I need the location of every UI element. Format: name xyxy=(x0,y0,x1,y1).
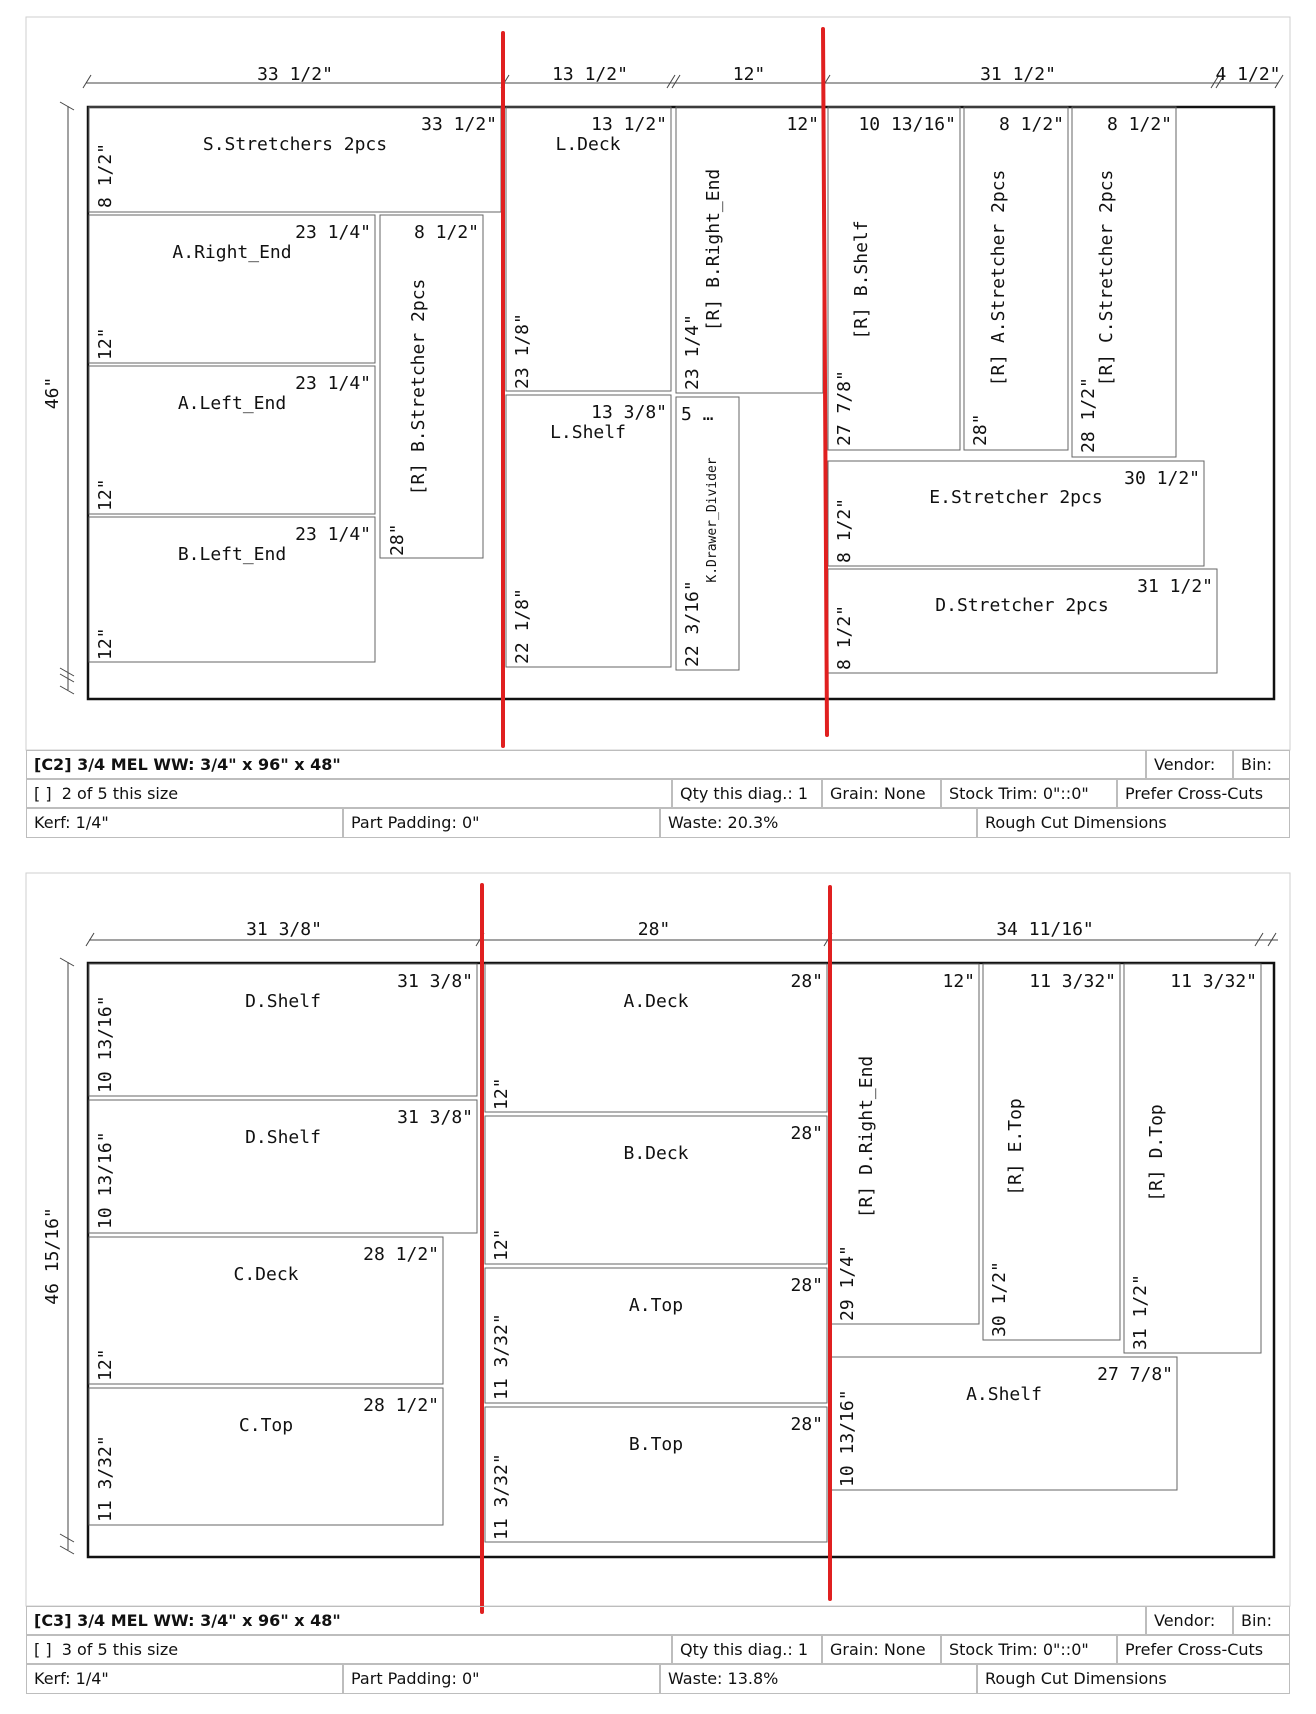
part-label: [R] B.Stretcher 2pcs xyxy=(408,278,429,496)
part-height: 27 7/8" xyxy=(834,370,855,446)
part-height: 12" xyxy=(491,1077,512,1110)
part-width: 28" xyxy=(790,1123,823,1144)
stock-trim-label: Stock Trim: 0"::0" xyxy=(941,1635,1117,1664)
part-height: 23 1/8" xyxy=(512,313,533,389)
part-height: 8 1/2" xyxy=(834,497,855,563)
part-label: L.Shelf xyxy=(550,422,626,443)
part-width: 5 … xyxy=(681,404,714,425)
part-piece xyxy=(485,1268,827,1403)
top-dim-label: 28" xyxy=(637,919,671,940)
qty-label: Qty this diag.: 1 xyxy=(672,779,822,808)
part-label: D.Shelf xyxy=(245,991,321,1012)
part-width: 12" xyxy=(942,971,975,992)
part-height: 23 1/4" xyxy=(682,314,703,390)
part-label: S.Stretchers 2pcs xyxy=(202,134,388,155)
count-text: 2 of 5 this size xyxy=(61,784,179,803)
part-height: 12" xyxy=(95,478,116,511)
part-width: 8 1/2" xyxy=(998,114,1064,135)
stock-trim-label: Stock Trim: 0"::0" xyxy=(941,779,1117,808)
part-piece xyxy=(485,964,827,1112)
sheet-c2 xyxy=(26,17,1290,750)
sheet-title: [C2] 3/4 MEL WW: 3/4" x 96" x 48" xyxy=(26,750,1146,779)
part-label: A.Top xyxy=(628,1295,684,1316)
part-piece xyxy=(485,1116,827,1264)
part-label: A.Shelf xyxy=(966,1384,1042,1405)
part-width: 13 1/2" xyxy=(591,114,667,135)
part-height: 30 1/2" xyxy=(989,1261,1010,1337)
part-height: 22 3/16" xyxy=(682,580,703,667)
part-width: 12" xyxy=(786,114,819,135)
part-label: A.Left_End xyxy=(177,393,287,414)
part-label: [R] A.Stretcher 2pcs xyxy=(988,169,1009,387)
part-width: 11 3/32" xyxy=(1170,971,1257,992)
grain-label: Grain: None xyxy=(822,779,941,808)
part-label: [R] D.Right_End xyxy=(856,1055,877,1219)
sheet-c3 xyxy=(26,873,1290,1612)
part-height: 12" xyxy=(491,1228,512,1261)
part-label: B.Deck xyxy=(623,1143,689,1164)
part-width: 23 1/4" xyxy=(295,524,371,545)
part-height: 29 1/4" xyxy=(837,1245,858,1321)
waste-label: Waste: 13.8% xyxy=(660,1664,977,1694)
part-height: 10 13/16" xyxy=(837,1389,858,1487)
part-width: 11 3/32" xyxy=(1029,971,1116,992)
bin-label: Bin: xyxy=(1233,750,1290,779)
part-width: 8 1/2" xyxy=(413,222,479,243)
part-label: [R] B.Shelf xyxy=(851,220,872,340)
top-dim-label: 13 1/2" xyxy=(552,64,628,85)
red-cut-line xyxy=(823,29,827,735)
part-width: 28 1/2" xyxy=(363,1395,439,1416)
part-piece xyxy=(485,1407,827,1542)
part-width: 33 1/2" xyxy=(421,114,497,135)
part-height: 31 1/2" xyxy=(1130,1274,1151,1350)
part-label: E.Stretcher 2pcs xyxy=(929,487,1103,508)
part-label: [R] E.Top xyxy=(1005,1098,1026,1196)
grain-label: Grain: None xyxy=(822,1635,941,1664)
part-width: 28 1/2" xyxy=(363,1244,439,1265)
part-width: 27 7/8" xyxy=(1097,1364,1173,1385)
part-label: C.Top xyxy=(238,1415,294,1436)
side-dim-label: 46" xyxy=(42,376,63,410)
part-width: 23 1/4" xyxy=(295,222,371,243)
padding-label: Part Padding: 0" xyxy=(343,1664,660,1694)
part-width: 28" xyxy=(790,971,823,992)
waste-label: Waste: 20.3% xyxy=(660,808,977,838)
part-label: [R] B.Right_End xyxy=(703,168,724,332)
part-height: 8 1/2" xyxy=(95,142,116,208)
part-label: B.Left_End xyxy=(177,544,287,565)
part-width: 8 1/2" xyxy=(1106,114,1172,135)
part-label: [R] C.Stretcher 2pcs xyxy=(1096,169,1117,387)
part-height: 11 3/32" xyxy=(491,1313,512,1400)
top-dim-label: 12" xyxy=(732,64,766,85)
part-width: 10 13/16" xyxy=(858,114,956,135)
part-height: 28 1/2" xyxy=(1078,377,1099,453)
vendor-label: Vendor: xyxy=(1146,1606,1233,1635)
part-piece xyxy=(964,107,1068,450)
part-width: 28" xyxy=(790,1414,823,1435)
part-height: 10 13/16" xyxy=(95,995,116,1093)
done-checkbox[interactable]: [ ] xyxy=(34,1640,52,1659)
top-dim-label: 4 1/2" xyxy=(1215,64,1281,85)
part-label: D.Shelf xyxy=(245,1127,321,1148)
top-dim-label: 31 1/2" xyxy=(980,64,1056,85)
sheet-info-table xyxy=(26,1606,1290,1694)
qty-label: Qty this diag.: 1 xyxy=(672,1635,822,1664)
sheet-info-table xyxy=(26,750,1290,838)
top-dim-label: 34 11/16" xyxy=(996,919,1094,940)
part-label: K.Drawer_Divider xyxy=(705,457,720,583)
part-width: 31 1/2" xyxy=(1137,576,1213,597)
part-height: 12" xyxy=(95,327,116,360)
part-height: 12" xyxy=(95,627,116,660)
part-width: 28" xyxy=(790,1275,823,1296)
part-label: L.Deck xyxy=(555,134,621,155)
part-width: 31 3/8" xyxy=(397,971,473,992)
part-label: [R] D.Top xyxy=(1146,1104,1167,1202)
done-checkbox[interactable]: [ ] xyxy=(34,784,52,803)
part-label: D.Stretcher 2pcs xyxy=(935,595,1109,616)
side-dim-label: 46 15/16" xyxy=(42,1207,63,1305)
part-label: A.Right_End xyxy=(172,242,292,263)
part-width: 13 3/8" xyxy=(591,402,667,423)
prefer-label: Prefer Cross-Cuts xyxy=(1117,1635,1290,1664)
bin-label: Bin: xyxy=(1233,1606,1290,1635)
top-dim-label: 33 1/2" xyxy=(257,64,333,85)
part-piece xyxy=(380,215,483,558)
part-height: 28" xyxy=(387,523,408,556)
top-dim-label: 31 3/8" xyxy=(246,919,322,940)
part-width: 23 1/4" xyxy=(295,373,371,394)
rough-cut-label: Rough Cut Dimensions xyxy=(977,808,1290,838)
rough-cut-label: Rough Cut Dimensions xyxy=(977,1664,1290,1694)
sheet-count xyxy=(26,779,672,808)
vendor-label: Vendor: xyxy=(1146,750,1233,779)
stock-outline xyxy=(88,963,1274,1557)
sheet-title: [C3] 3/4 MEL WW: 3/4" x 96" x 48" xyxy=(26,1606,1146,1635)
sheet-count xyxy=(26,1635,672,1664)
part-height: 10 13/16" xyxy=(95,1131,116,1229)
part-height: 11 3/32" xyxy=(491,1453,512,1540)
part-height: 11 3/32" xyxy=(95,1435,116,1522)
kerf-label: Kerf: 1/4" xyxy=(26,808,343,838)
part-height: 12" xyxy=(95,1348,116,1381)
prefer-label: Prefer Cross-Cuts xyxy=(1117,779,1290,808)
kerf-label: Kerf: 1/4" xyxy=(26,1664,343,1694)
part-height: 8 1/2" xyxy=(834,604,855,670)
part-height: 22 1/8" xyxy=(512,588,533,664)
part-label: C.Deck xyxy=(233,1264,299,1285)
part-label: A.Deck xyxy=(623,991,689,1012)
count-text: 3 of 5 this size xyxy=(61,1640,179,1659)
part-label: B.Top xyxy=(628,1434,684,1455)
part-width: 30 1/2" xyxy=(1124,468,1200,489)
part-width: 31 3/8" xyxy=(397,1107,473,1128)
part-height: 28" xyxy=(970,413,991,446)
padding-label: Part Padding: 0" xyxy=(343,808,660,838)
